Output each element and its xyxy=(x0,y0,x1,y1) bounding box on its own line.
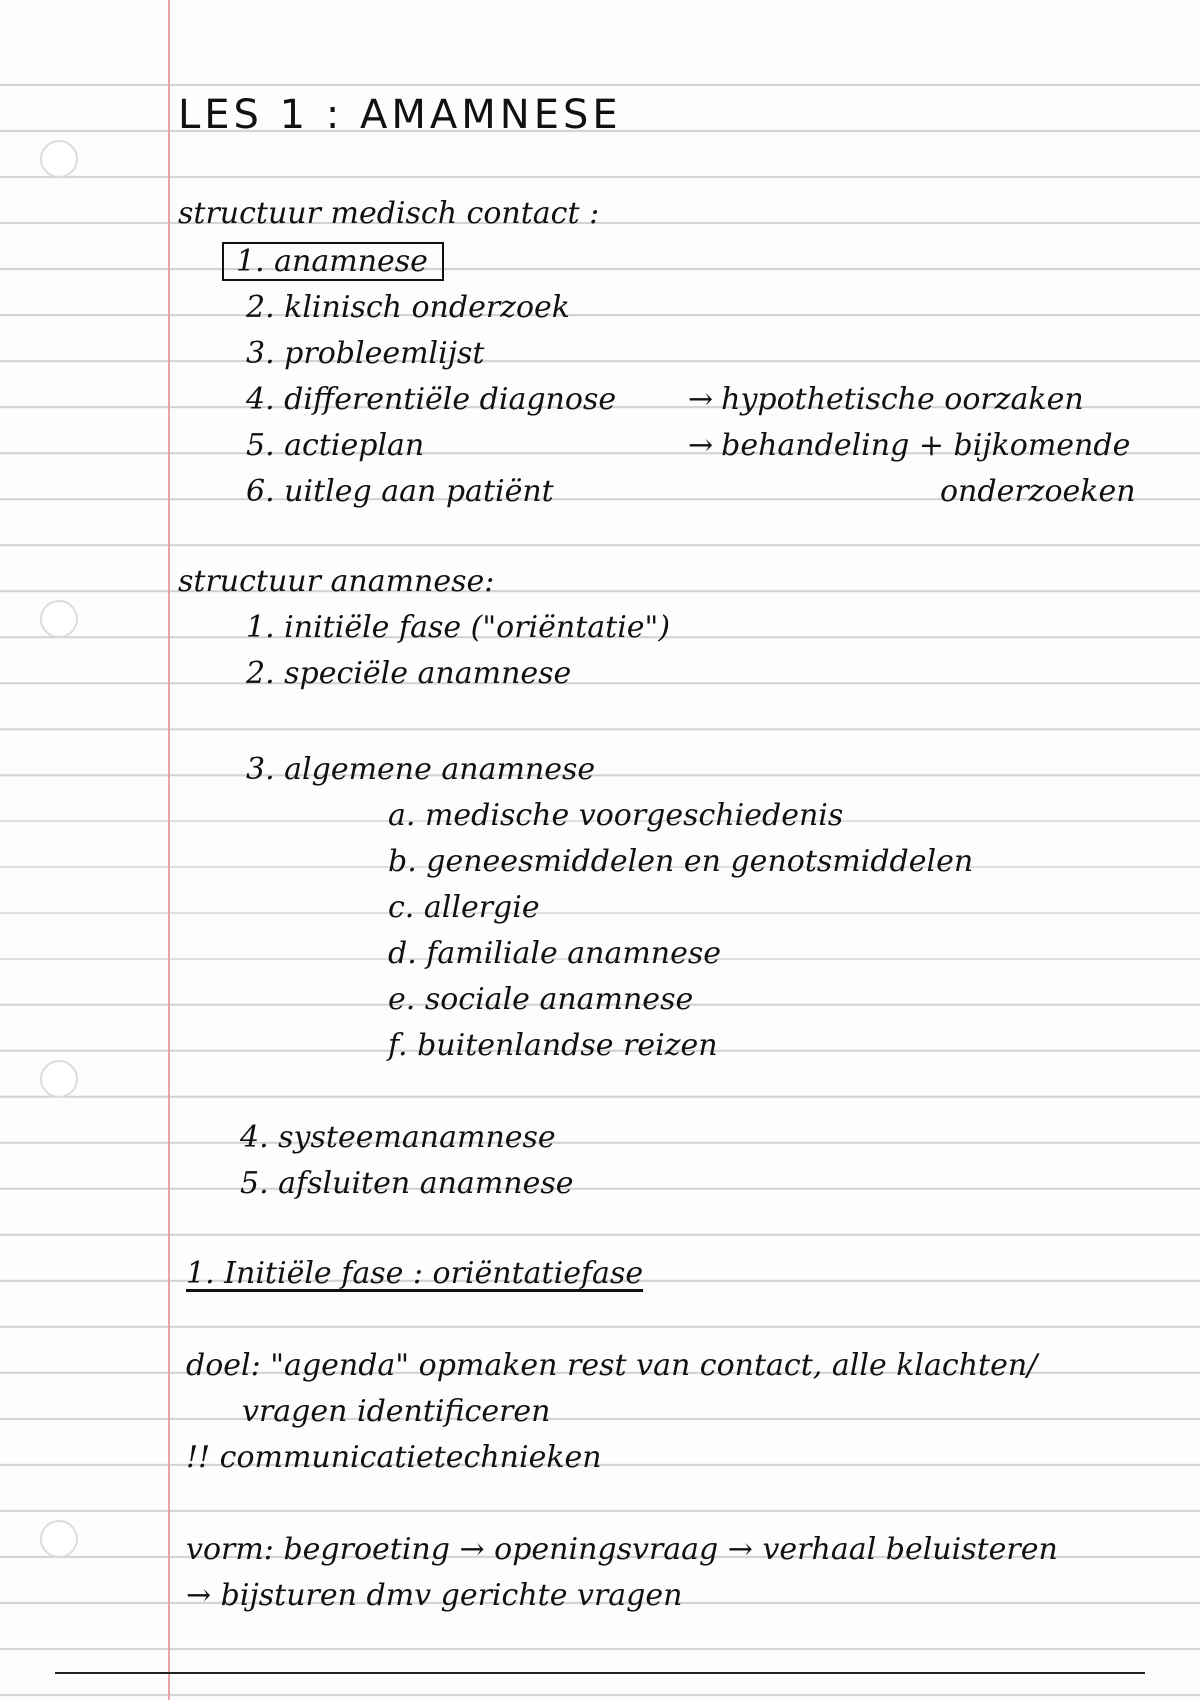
boxed-item: 1. anamnese xyxy=(222,242,444,281)
text-line: !! communicatietechnieken xyxy=(186,1440,602,1475)
section-heading: 1. Initiële fase : oriëntatiefase xyxy=(186,1256,644,1291)
sub-list-item: f. buitenlandse reizen xyxy=(388,1028,718,1063)
bottom-rule xyxy=(55,1672,1145,1674)
sub-list-item: c. allergie xyxy=(388,890,540,925)
note-text: hypothetische oorzaken xyxy=(721,382,1084,417)
note-text: onderzoeken xyxy=(940,474,1136,509)
list-item: 3. algemene anamnese xyxy=(246,752,596,787)
text-line: vragen identificeren xyxy=(242,1394,551,1429)
sub-list-item: d. familiale anamnese xyxy=(388,936,722,971)
note-line xyxy=(688,428,1130,464)
arrow-icon: → xyxy=(688,382,714,417)
list-item: 6. uitleg aan patiënt xyxy=(246,474,554,509)
list-item: 4. differentiële diagnose xyxy=(246,382,617,417)
punch-hole xyxy=(40,1060,78,1098)
punch-hole xyxy=(40,140,78,178)
punch-hole xyxy=(40,1520,78,1558)
list-item: 1. initiële fase ("oriëntatie") xyxy=(246,610,671,645)
note-text: behandeling + bijkomende xyxy=(721,428,1131,463)
sub-list-item: b. geneesmiddelen en genotsmiddelen xyxy=(388,844,974,879)
text-line: vorm: begroeting → openingsvraag → verhaal beluisteren xyxy=(186,1532,1058,1567)
section-heading: structuur anamnese: xyxy=(178,564,495,599)
section-heading: structuur medisch contact : xyxy=(178,196,600,231)
margin-line xyxy=(168,0,170,1700)
text-line: doel: "agenda" opmaken rest van contact, alle klachten/ xyxy=(186,1348,1038,1383)
list-item xyxy=(222,244,444,280)
list-item: 4. systeemanamnese xyxy=(240,1120,556,1155)
list-item: 2. speciële anamnese xyxy=(246,656,572,691)
punch-hole xyxy=(40,600,78,638)
note-line xyxy=(688,382,1084,418)
sub-list-item: a. medische voorgeschiedenis xyxy=(388,798,844,833)
arrow-icon: → xyxy=(688,428,714,463)
page-title: LES 1 : AMAMNESE xyxy=(178,92,622,138)
sub-list-item: e. sociale anamnese xyxy=(388,982,694,1017)
list-item: 3. probleemlijst xyxy=(246,336,485,371)
list-item: 5. actieplan xyxy=(246,428,425,463)
list-item: 5. afsluiten anamnese xyxy=(240,1166,574,1201)
text-line: → bijsturen dmv gerichte vragen xyxy=(186,1578,683,1613)
list-item: 2. klinisch onderzoek xyxy=(246,290,570,325)
